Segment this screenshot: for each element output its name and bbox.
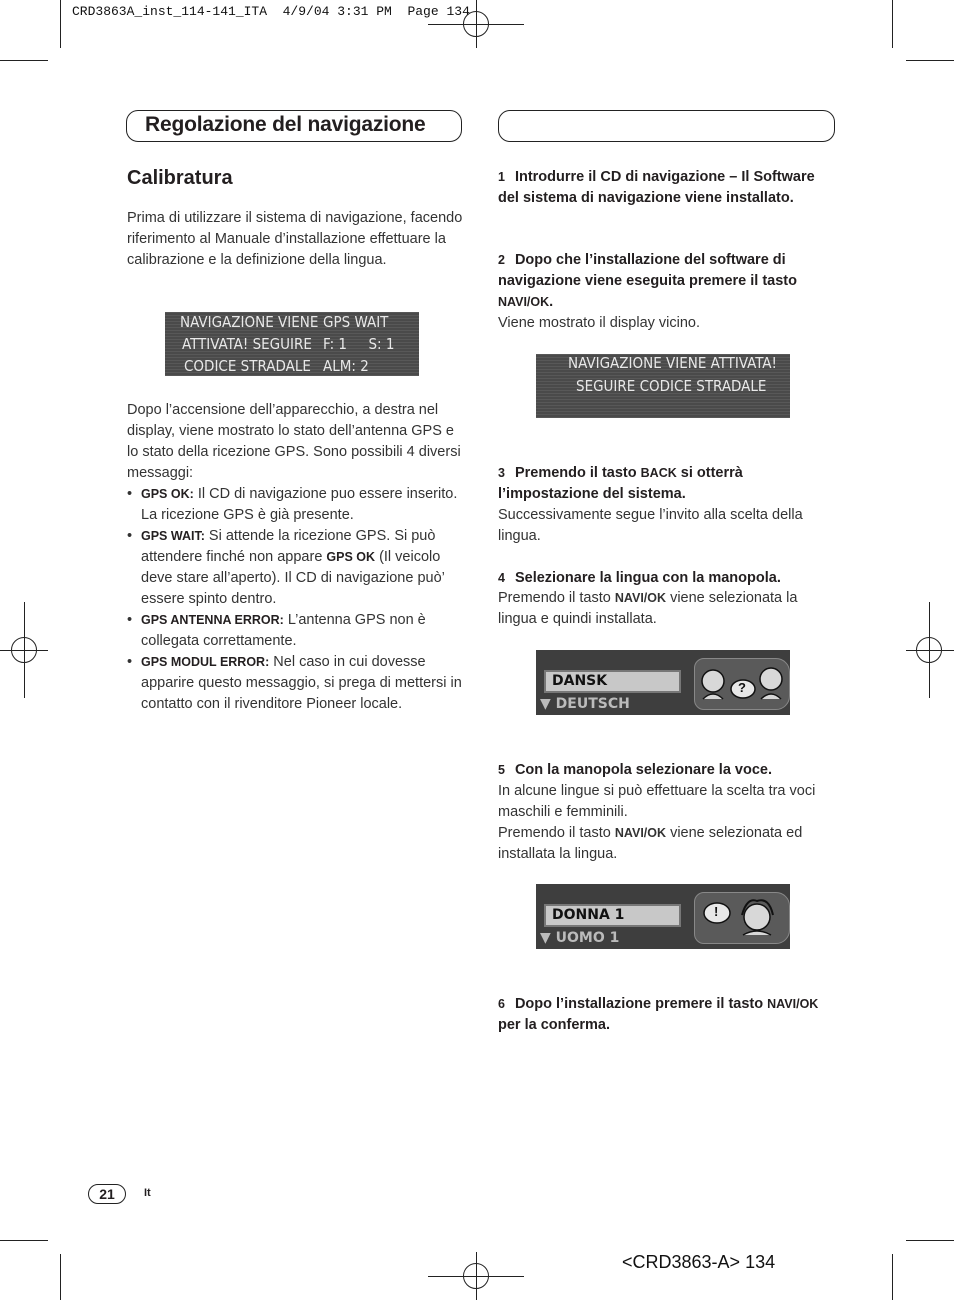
step-4 — [498, 568, 838, 589]
display-line: ATTIVATA! SEGUIRE — [182, 335, 312, 353]
list-item — [127, 484, 467, 526]
crop-mark — [892, 1254, 893, 1300]
step-3-body: Successivamente segue l’invito alla scelta della lingua. — [498, 507, 803, 544]
step-number: 1 — [498, 170, 505, 184]
step-text: viene selezionata ed installata la lingua. — [498, 825, 803, 862]
step-text: si otterrà l’impostazione del sistema. — [498, 465, 743, 502]
language-icon-panel — [694, 658, 790, 710]
list-item — [127, 652, 467, 715]
display-voice-select — [536, 884, 790, 949]
section-title: Regolazione del navigazione — [145, 113, 426, 136]
footer-code: <CRD3863-A> 134 — [622, 1252, 776, 1272]
heading-calibratura: Calibratura — [127, 167, 233, 189]
crop-mark — [0, 60, 48, 61]
step-text: viene selezionata la lingua e quindi installata. — [498, 590, 798, 627]
step-text: per la conferma. — [498, 1017, 611, 1033]
female-voice-icon — [695, 893, 789, 943]
intro-paragraph: Prima di utilizzare il sistema di navigazione, facendo riferimento al Manuale d’installazione effettuare la calibrazione e la definizione della lingua. — [127, 210, 463, 268]
registration-mark — [916, 637, 942, 663]
next-voice: ▼ UOMO 1 — [540, 930, 620, 946]
step-text: Premendo il tasto — [498, 590, 615, 606]
print-slug: CRD3863A_inst_114-141_ITA 4/9/04 3:31 PM Page 134 — [72, 4, 470, 19]
key-name: NAVI/OK — [767, 997, 819, 1011]
step-text: Con la manopola selezionare la voce. — [514, 762, 773, 778]
message-text: Il CD di navigazione puo essere inserito. La ricezione GPS è già presente. — [141, 486, 458, 523]
display-line: NAVIGAZIONE VIENE — [180, 313, 319, 331]
crop-mark — [0, 1240, 48, 1241]
display-gps-status — [165, 312, 419, 376]
step-text: . — [549, 294, 554, 310]
message-term: GPS OK — [326, 550, 376, 564]
list-item — [127, 526, 467, 610]
display-line: CODICE STRADALE — [184, 357, 311, 375]
step-number: 6 — [498, 997, 505, 1011]
step-text: In alcune lingue si può effettuare la scelta tra voci maschili e femminili. — [498, 783, 816, 820]
key-name: NAVI/OK — [498, 295, 550, 309]
selected-language: DANSK — [544, 670, 681, 693]
section-header — [126, 110, 462, 142]
message-text: (Il veicolo deve stare all’aperto). Il CD di navigazione può’ essere spinto dentro. — [141, 549, 445, 607]
list-item — [127, 610, 467, 652]
message-text: L’antenna GPS non è collegata correttamente. — [141, 612, 426, 649]
display-line: NAVIGAZIONE VIENE ATTIVATA! — [568, 354, 777, 372]
message-term: GPS OK: — [141, 487, 194, 501]
registration-mark — [11, 637, 37, 663]
step-5-body — [498, 781, 838, 865]
display-gps-line: F: 1 S: 1 — [323, 335, 395, 353]
key-name: NAVI/OK — [614, 591, 667, 605]
display-navigation-active — [536, 354, 790, 418]
step-2-body: Viene mostrato il display vicino. — [498, 315, 701, 331]
step-5 — [498, 760, 838, 781]
registration-mark — [463, 1263, 489, 1289]
step-text: Premendo il tasto — [514, 465, 641, 481]
step-text: Dopo che l’installazione del software di navigazione viene eseguita premere il tasto — [498, 252, 797, 289]
step-number: 2 — [498, 253, 505, 267]
voice-icon-panel — [694, 892, 790, 944]
next-language: ▼ DEUTSCH — [540, 696, 630, 712]
key-name: BACK — [640, 466, 677, 480]
status-paragraph: Dopo l’accensione dell’apparecchio, a destra nel display, viene mostrato lo stato dell’antenna GPS e lo stato della ricezione GPS. Sono possibili 4 diversi messaggi: — [127, 402, 461, 481]
message-text: Nel caso in cui dovesse apparire questo messaggio, si prega di mettersi in contatto con il rivenditore Pioneer locale. — [141, 654, 462, 712]
display-gps-line: GPS WAIT — [323, 313, 389, 331]
display-gps-line: ALM: 2 — [323, 357, 369, 375]
display-language-select — [536, 650, 790, 715]
blank-header-box — [498, 110, 835, 142]
registration-mark — [463, 11, 489, 37]
message-text: Si attende la ricezione GPS. Si può attendere finché non appare — [141, 528, 436, 565]
step-6 — [498, 994, 838, 1036]
language-tag: It — [144, 1187, 151, 1199]
step-number: 5 — [498, 763, 505, 777]
exclamation-icon: ! — [714, 904, 719, 919]
step-number: 4 — [498, 571, 505, 585]
step-text: di navigazione – Il Software del sistema di navigazione viene installato. — [498, 169, 815, 206]
message-term: GPS MODUL ERROR: — [141, 655, 270, 669]
selected-voice: DONNA 1 — [544, 904, 681, 927]
message-term: GPS ANTENNA ERROR: — [141, 613, 284, 627]
key-name: NAVI/OK — [614, 826, 667, 840]
step-number: 3 — [498, 466, 505, 480]
crop-mark — [906, 60, 954, 61]
step-3 — [498, 463, 838, 505]
key-name: CD — [600, 169, 622, 185]
crop-mark — [892, 0, 893, 48]
page-number: 21 — [88, 1184, 126, 1204]
display-line: SEGUIRE CODICE STRADALE — [576, 377, 767, 395]
message-list — [127, 484, 467, 715]
message-term: GPS WAIT: — [141, 529, 205, 543]
step-text: Premendo il tasto — [498, 825, 615, 841]
step-text: Introdurre il — [514, 169, 601, 185]
step-text: Selezionare la lingua con la manopola. — [514, 570, 781, 586]
crop-mark — [60, 1254, 61, 1300]
step-text: Dopo l’installazione premere il tasto — [514, 996, 768, 1012]
crop-mark — [906, 1240, 954, 1241]
question-icon: ? — [738, 680, 746, 695]
step-1 — [498, 167, 838, 209]
step-4-body — [498, 588, 838, 630]
crop-mark — [60, 0, 61, 48]
step-2 — [498, 250, 838, 313]
